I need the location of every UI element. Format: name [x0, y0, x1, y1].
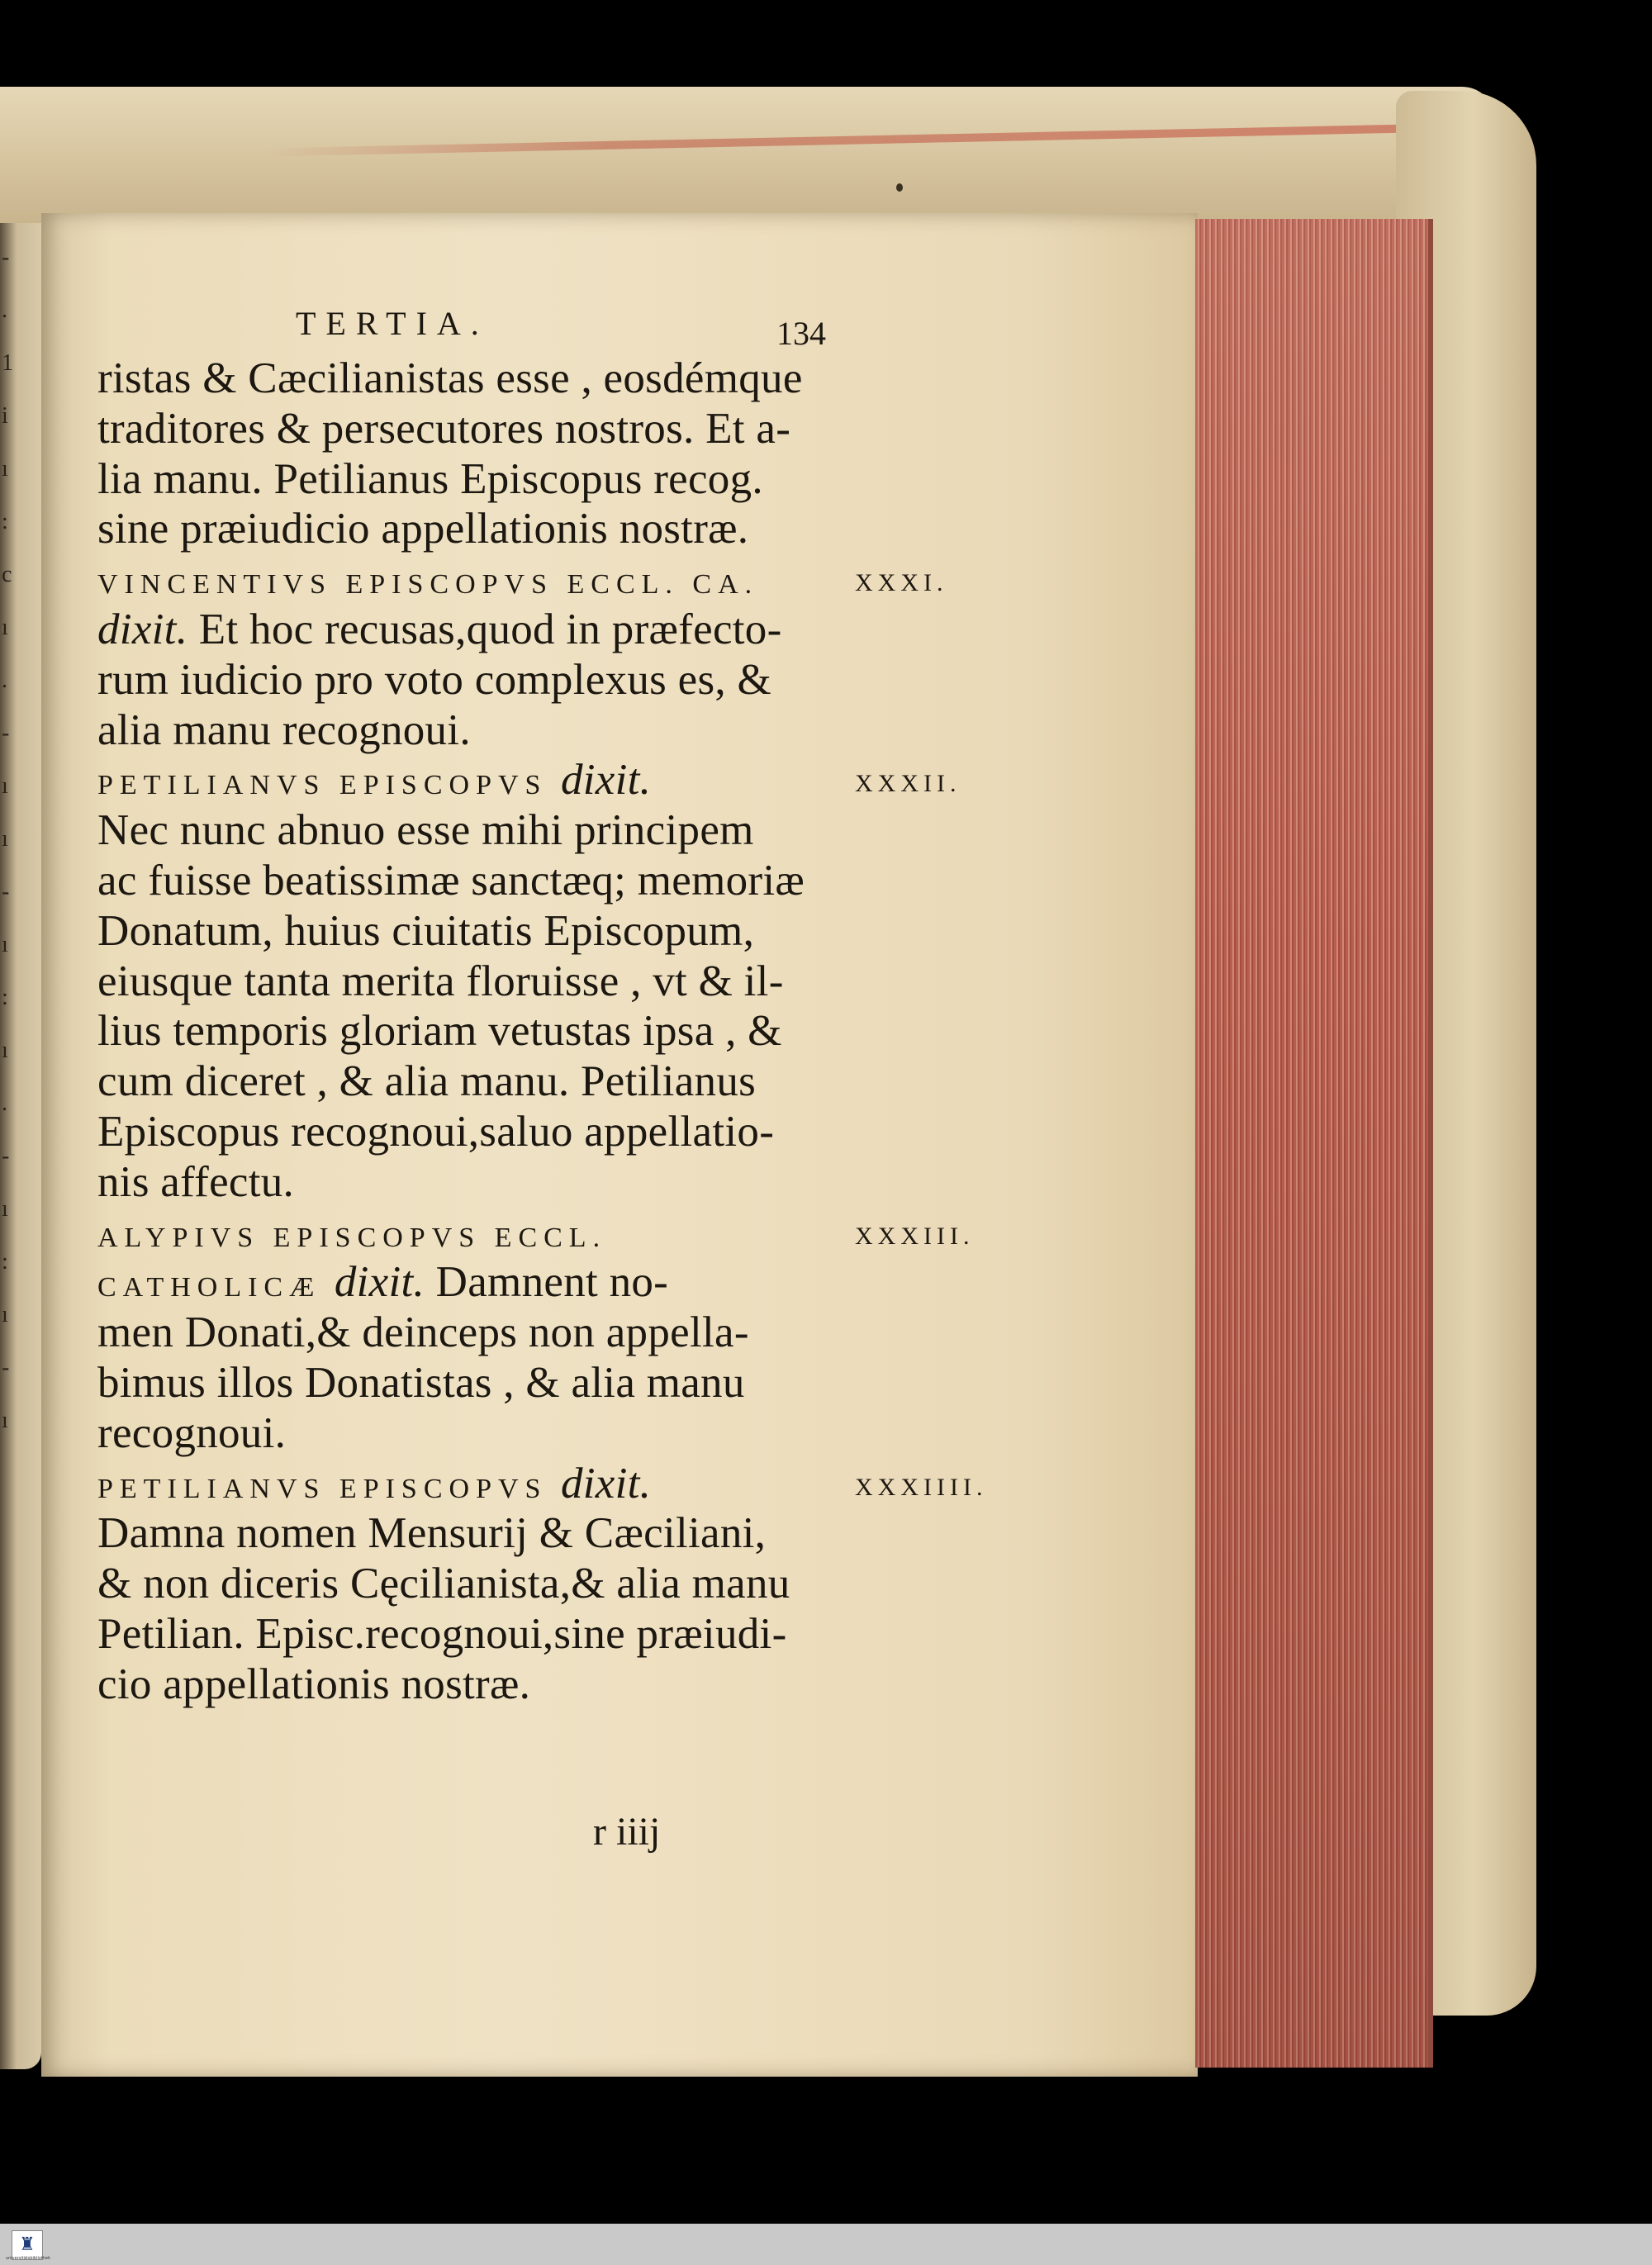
text-run: sine præiudicio appellationis nostræ. [97, 505, 749, 553]
vellum-cover-top [0, 87, 1495, 223]
text-line [97, 1660, 530, 1709]
text-line [97, 1208, 606, 1257]
text-run: Petilian. Episc.recognoui,sine præiudi- [97, 1610, 787, 1658]
text-run: recognoui. [97, 1408, 287, 1457]
text-run: alia manu recognoui. [97, 705, 471, 754]
text-run: cio appellationis nostræ. [97, 1660, 531, 1708]
text-line [97, 856, 805, 905]
text-run: lius temporis gloriam vetustas ipsa , & [97, 1007, 782, 1056]
text-run: rum iudicio pro voto complexus es, & [97, 655, 771, 704]
text-run: Damna nomen Mensurij & Cæciliani, [97, 1509, 767, 1558]
text-line [97, 454, 763, 504]
dixit-italic: dixit. [334, 1258, 425, 1307]
text-line [97, 1358, 745, 1408]
text-line [97, 655, 771, 705]
text-line [97, 504, 748, 553]
text-line [97, 1459, 651, 1508]
ink-dot [896, 183, 903, 192]
text-run: Nec nunc abnuo esse mihi principem [97, 806, 754, 855]
speaker-name: CATHOLICÆ [97, 1272, 335, 1303]
text-line [97, 1308, 749, 1357]
text-line [97, 554, 758, 604]
text-run: men Donati,& deinceps non appella- [97, 1308, 749, 1357]
text-line [97, 605, 782, 654]
section-number: XXXI. [855, 569, 948, 597]
library-logo-caption: universitätsbibliothek [5, 2256, 51, 2261]
text-line [97, 755, 651, 805]
signature-mark: r iiij [593, 1810, 661, 1854]
page-number: 134 [776, 315, 826, 352]
text-run: Episcopus recognoui,saluo appellatio- [97, 1108, 775, 1156]
text-line [97, 1006, 782, 1056]
text-line [97, 957, 784, 1006]
text-run: ac fuisse beatissimæ sanctæq; memoriæ [97, 857, 805, 905]
text-run: & non diceris Cęcilianista,& alia manu [97, 1560, 790, 1608]
fore-edge-shading [1195, 219, 1428, 2068]
section-number: XXXIIII. [855, 1473, 988, 1501]
text-run: bimus illos Donatistas , & alia manu [97, 1359, 745, 1407]
text-run: cum diceret , & alia manu. Petilianus [97, 1057, 757, 1106]
speaker-name: PETILIANVS EPISCOPVS [97, 1473, 561, 1504]
left-page-margin-marks: - . 1 i ı : c ı . - ı ı - ı : ı . - ı : ı - ı [2, 245, 13, 1433]
text-run: Damnent no- [425, 1258, 669, 1307]
viewer-bottom-bar [0, 2224, 1652, 2265]
text-line [97, 1257, 668, 1307]
speaker-name: ALYPIVS EPISCOPVS ECCL. [97, 1222, 607, 1253]
text-line [97, 1057, 756, 1106]
text-run: traditores & persecutores nostros. Et a- [97, 404, 791, 453]
text-line [97, 1157, 294, 1207]
text-line [97, 1609, 787, 1659]
text-line [97, 1408, 286, 1458]
text-run: lia manu. Petilianus Episcopus recog. [97, 454, 763, 503]
text-run: eiusque tanta merita floruisse , vt & il- [97, 957, 784, 1005]
dixit-italic: dixit. [560, 756, 652, 805]
text-run: Donatum, huius ciuitatis Episcopum, [97, 906, 755, 955]
text-run: Et hoc recusas,quod in præfecto- [188, 605, 782, 653]
text-line [97, 705, 471, 755]
text-line [97, 805, 754, 855]
text-line [97, 906, 754, 956]
section-number: XXXII. [855, 770, 961, 798]
dixit-italic: dixit. [97, 605, 188, 653]
library-logo-icon: ♜ [12, 2230, 43, 2260]
running-head: TERTIA. [296, 305, 489, 342]
speaker-name: PETILIANVS EPISCOPVS [97, 770, 561, 801]
text-line [97, 404, 790, 453]
text-line [97, 1508, 766, 1558]
text-line [97, 1107, 774, 1156]
text-run: nis affectu. [97, 1157, 295, 1206]
text-line [97, 1559, 790, 1608]
section-number: XXXIII. [855, 1222, 975, 1250]
speaker-name: VINCENTIVS EPISCOPVS ECCL. CA. [97, 569, 759, 601]
text-line [97, 354, 803, 403]
text-run: ristas & Cæcilianistas esse , eosdémque [97, 354, 803, 402]
dixit-italic: dixit. [560, 1459, 652, 1508]
